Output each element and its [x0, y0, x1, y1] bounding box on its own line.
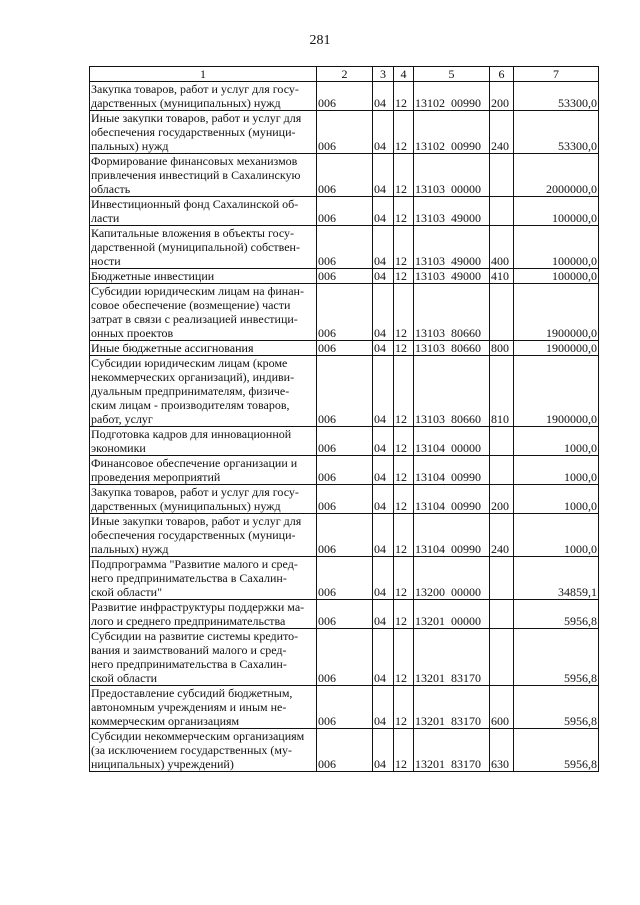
section-code-cell: 04 — [373, 82, 394, 111]
amount-cell: 53300,0 — [514, 111, 599, 154]
expense-name-line: Предоставление субсидий бюджетным, — [91, 686, 293, 700]
amount-cell: 34859,1 — [514, 557, 599, 600]
table-row — [90, 514, 599, 557]
ministry-code-cell: 006 — [317, 111, 373, 154]
expense-name-line: Субсидии юридическим лицам (кроме — [91, 356, 288, 370]
target-article-cell: 13102 00990 — [414, 111, 490, 154]
expense-name-cell — [90, 226, 317, 269]
expense-name-line: Иные бюджетные ассигнования — [91, 341, 254, 355]
expense-name-cell — [90, 427, 317, 456]
expense-type-cell: 240 — [490, 514, 514, 557]
expense-name-line: Формирование финансовых механизмов — [91, 154, 298, 168]
expense-name-line: экономики — [91, 441, 146, 455]
section-code-cell: 04 — [373, 557, 394, 600]
ministry-code-cell: 006 — [317, 729, 373, 772]
section-code-cell: 04 — [373, 111, 394, 154]
target-article-cell: 13201 83170 — [414, 686, 490, 729]
table-row — [90, 485, 599, 514]
expense-name-line: автономным учреждениям и иным не- — [91, 700, 287, 714]
expense-name-line: Капитальные вложения в объекты госу- — [91, 226, 295, 240]
expense-name-line: него предпринимательства в Сахалин- — [91, 657, 287, 671]
expense-name-line: проведения мероприятий — [91, 470, 221, 484]
amount-cell: 5956,8 — [514, 600, 599, 629]
amount-cell: 1900000,0 — [514, 356, 599, 427]
section-code-cell: 04 — [373, 154, 394, 197]
expense-name-line: Субсидии некоммерческим организациям — [91, 729, 305, 743]
expense-name-cell — [90, 600, 317, 629]
amount-cell: 5956,8 — [514, 629, 599, 686]
table-row — [90, 729, 599, 772]
expense-name-cell — [90, 514, 317, 557]
ministry-code-cell: 006 — [317, 226, 373, 269]
expense-type-cell — [490, 197, 514, 226]
ministry-code-cell: 006 — [317, 197, 373, 226]
expense-type-cell: 810 — [490, 356, 514, 427]
target-article-cell: 13103 00000 — [414, 154, 490, 197]
expense-name-cell — [90, 269, 317, 284]
amount-cell: 100000,0 — [514, 197, 599, 226]
expense-name-line: совое обеспечение (возмещение) части — [91, 298, 291, 312]
subsection-code-cell: 12 — [394, 356, 414, 427]
expense-name-line: лого и среднего предпринимательства — [91, 614, 286, 628]
ministry-code-cell: 006 — [317, 154, 373, 197]
target-article-cell: 13103 80660 — [414, 284, 490, 341]
table-row — [90, 456, 599, 485]
section-code-cell: 04 — [373, 226, 394, 269]
ministry-code-cell: 006 — [317, 427, 373, 456]
subsection-code-cell: 12 — [394, 82, 414, 111]
target-article-cell: 13103 49000 — [414, 197, 490, 226]
subsection-code-cell: 12 — [394, 557, 414, 600]
target-article-cell: 13104 00990 — [414, 456, 490, 485]
target-article-cell: 13103 80660 — [414, 341, 490, 356]
expense-name-cell — [90, 154, 317, 197]
expense-name-cell — [90, 82, 317, 111]
amount-cell: 100000,0 — [514, 226, 599, 269]
expense-name-line: Субсидии на развитие системы кредито- — [91, 629, 299, 643]
column-header: 2 — [317, 67, 373, 82]
table-row — [90, 341, 599, 356]
ministry-code-cell: 006 — [317, 456, 373, 485]
expense-name-line: Подпрограмма "Развитие малого и сред- — [91, 557, 298, 571]
target-article-cell: 13201 83170 — [414, 629, 490, 686]
expense-type-cell: 200 — [490, 82, 514, 111]
expense-name-cell — [90, 485, 317, 514]
amount-cell: 1000,0 — [514, 427, 599, 456]
table-row — [90, 629, 599, 686]
subsection-code-cell: 12 — [394, 600, 414, 629]
expense-name-cell — [90, 111, 317, 154]
expense-type-cell — [490, 629, 514, 686]
column-header: 5 — [414, 67, 490, 82]
subsection-code-cell: 12 — [394, 269, 414, 284]
expense-type-cell — [490, 427, 514, 456]
section-code-cell: 04 — [373, 356, 394, 427]
expense-name-line: Подготовка кадров для инновационной — [91, 427, 292, 441]
expense-type-cell: 600 — [490, 686, 514, 729]
target-article-cell: 13102 00990 — [414, 82, 490, 111]
expense-name-line: привлечения инвестиций в Сахалинскую — [91, 168, 301, 182]
budget-table — [89, 66, 599, 772]
expense-name-line: ласти — [91, 211, 120, 225]
column-header: 4 — [394, 67, 414, 82]
expense-name-cell — [90, 629, 317, 686]
expense-name-line: область — [91, 182, 131, 196]
amount-cell: 1000,0 — [514, 514, 599, 557]
subsection-code-cell: 12 — [394, 456, 414, 485]
expense-name-line: Иные закупки товаров, работ и услуг для — [91, 514, 302, 528]
expense-name-line: ской области" — [91, 585, 162, 599]
subsection-code-cell: 12 — [394, 485, 414, 514]
ministry-code-cell: 006 — [317, 600, 373, 629]
table-row — [90, 356, 599, 427]
table-row — [90, 686, 599, 729]
section-code-cell: 04 — [373, 427, 394, 456]
target-article-cell: 13103 80660 — [414, 356, 490, 427]
expense-type-cell — [490, 154, 514, 197]
expense-name-line: ским лицам - производителям товаров, — [91, 398, 290, 412]
subsection-code-cell: 12 — [394, 427, 414, 456]
expense-name-line: некоммерческих организаций), индиви- — [91, 370, 295, 384]
column-header: 3 — [373, 67, 394, 82]
expense-name-line: дарственных (муниципальных) нужд — [91, 499, 281, 513]
expense-name-line: Финансовое обеспечение организации и — [91, 456, 298, 470]
subsection-code-cell: 12 — [394, 154, 414, 197]
expense-name-line: Закупка товаров, работ и услуг для госу- — [91, 82, 299, 96]
expense-name-line: пальных) нужд — [91, 139, 169, 153]
expense-name-line: онных проектов — [91, 326, 174, 340]
expense-name-line: вания и заимствований малого и сред- — [91, 643, 287, 657]
expense-name-line: ниципальных) учреждений) — [91, 757, 234, 771]
ministry-code-cell: 006 — [317, 629, 373, 686]
page-number: 281 — [309, 33, 331, 48]
expense-name-cell — [90, 557, 317, 600]
expense-name-line: него предпринимательства в Сахалин- — [91, 571, 287, 585]
expense-name-cell — [90, 284, 317, 341]
subsection-code-cell: 12 — [394, 686, 414, 729]
target-article-cell: 13104 00990 — [414, 485, 490, 514]
column-header: 6 — [490, 67, 514, 82]
target-article-cell: 13200 00000 — [414, 557, 490, 600]
expense-name-line: коммерческим организациям — [91, 714, 240, 728]
section-code-cell: 04 — [373, 600, 394, 629]
section-code-cell: 04 — [373, 485, 394, 514]
expense-type-cell — [490, 600, 514, 629]
table-row — [90, 600, 599, 629]
section-code-cell: 04 — [373, 197, 394, 226]
expense-type-cell: 800 — [490, 341, 514, 356]
subsection-code-cell: 12 — [394, 284, 414, 341]
ministry-code-cell: 006 — [317, 82, 373, 111]
expense-name-line: обеспечения государственных (муници- — [91, 125, 296, 139]
expense-name-line: Развитие инфраструктуры поддержки ма- — [91, 600, 305, 614]
expense-name-cell — [90, 197, 317, 226]
subsection-code-cell: 12 — [394, 629, 414, 686]
table-row — [90, 154, 599, 197]
expense-name-line: ской области — [91, 671, 158, 685]
table-row — [90, 427, 599, 456]
expense-name-line: Иные закупки товаров, работ и услуг для — [91, 111, 302, 125]
amount-cell: 5956,8 — [514, 729, 599, 772]
expense-name-line: ности — [91, 254, 121, 268]
expense-type-cell — [490, 284, 514, 341]
amount-cell: 100000,0 — [514, 269, 599, 284]
subsection-code-cell: 12 — [394, 226, 414, 269]
section-code-cell: 04 — [373, 514, 394, 557]
column-header: 7 — [514, 67, 599, 82]
ministry-code-cell: 006 — [317, 284, 373, 341]
ministry-code-cell: 006 — [317, 514, 373, 557]
target-article-cell: 13104 00990 — [414, 514, 490, 557]
amount-cell: 1900000,0 — [514, 284, 599, 341]
ministry-code-cell: 006 — [317, 686, 373, 729]
ministry-code-cell: 006 — [317, 557, 373, 600]
expense-name-line: Инвестиционный фонд Сахалинской об- — [91, 197, 299, 211]
table-row — [90, 111, 599, 154]
table-row — [90, 82, 599, 111]
expense-name-line: затрат в связи с реализацией инвестици- — [91, 312, 298, 326]
expense-name-cell — [90, 686, 317, 729]
expense-name-line: (за исключением государственных (му- — [91, 743, 293, 757]
amount-cell: 2000000,0 — [514, 154, 599, 197]
ministry-code-cell: 006 — [317, 269, 373, 284]
expense-type-cell: 410 — [490, 269, 514, 284]
section-code-cell: 04 — [373, 686, 394, 729]
section-code-cell: 04 — [373, 284, 394, 341]
table-row — [90, 197, 599, 226]
expense-name-line: Субсидии юридическим лицам на финан- — [91, 284, 304, 298]
section-code-cell: 04 — [373, 629, 394, 686]
section-code-cell: 04 — [373, 269, 394, 284]
expense-type-cell: 630 — [490, 729, 514, 772]
section-code-cell: 04 — [373, 456, 394, 485]
table-header-row — [90, 67, 599, 82]
expense-name-line: дуальным предпринимателям, физиче- — [91, 384, 290, 398]
table-row — [90, 557, 599, 600]
section-code-cell: 04 — [373, 341, 394, 356]
expense-name-line: работ, услуг — [91, 412, 153, 426]
amount-cell: 1900000,0 — [514, 341, 599, 356]
target-article-cell: 13201 83170 — [414, 729, 490, 772]
expense-name-line: Бюджетные инвестиции — [91, 269, 215, 283]
column-header: 1 — [90, 67, 317, 82]
expense-type-cell: 400 — [490, 226, 514, 269]
expense-type-cell — [490, 557, 514, 600]
ministry-code-cell: 006 — [317, 341, 373, 356]
amount-cell: 5956,8 — [514, 686, 599, 729]
target-article-cell: 13103 49000 — [414, 269, 490, 284]
table-row — [90, 269, 599, 284]
ministry-code-cell: 006 — [317, 356, 373, 427]
expense-name-line: дарственной (муниципальной) собствен- — [91, 240, 300, 254]
ministry-code-cell: 006 — [317, 485, 373, 514]
expense-type-cell: 200 — [490, 485, 514, 514]
target-article-cell: 13201 00000 — [414, 600, 490, 629]
expense-type-cell: 240 — [490, 111, 514, 154]
target-article-cell: 13103 49000 — [414, 226, 490, 269]
expense-name-line: Закупка товаров, работ и услуг для госу- — [91, 485, 299, 499]
expense-name-cell — [90, 456, 317, 485]
amount-cell: 1000,0 — [514, 485, 599, 514]
subsection-code-cell: 12 — [394, 111, 414, 154]
section-code-cell: 04 — [373, 729, 394, 772]
expense-name-line: обеспечения государственных (муници- — [91, 528, 296, 542]
table-row — [90, 226, 599, 269]
subsection-code-cell: 12 — [394, 341, 414, 356]
subsection-code-cell: 12 — [394, 197, 414, 226]
expense-name-cell — [90, 729, 317, 772]
table-row — [90, 284, 599, 341]
expense-name-cell — [90, 341, 317, 356]
subsection-code-cell: 12 — [394, 729, 414, 772]
expense-name-line: пальных) нужд — [91, 542, 169, 556]
amount-cell: 1000,0 — [514, 456, 599, 485]
expense-name-line: дарственных (муниципальных) нужд — [91, 96, 281, 110]
expense-name-cell — [90, 356, 317, 427]
expense-type-cell — [490, 456, 514, 485]
amount-cell: 53300,0 — [514, 82, 599, 111]
target-article-cell: 13104 00000 — [414, 427, 490, 456]
subsection-code-cell: 12 — [394, 514, 414, 557]
